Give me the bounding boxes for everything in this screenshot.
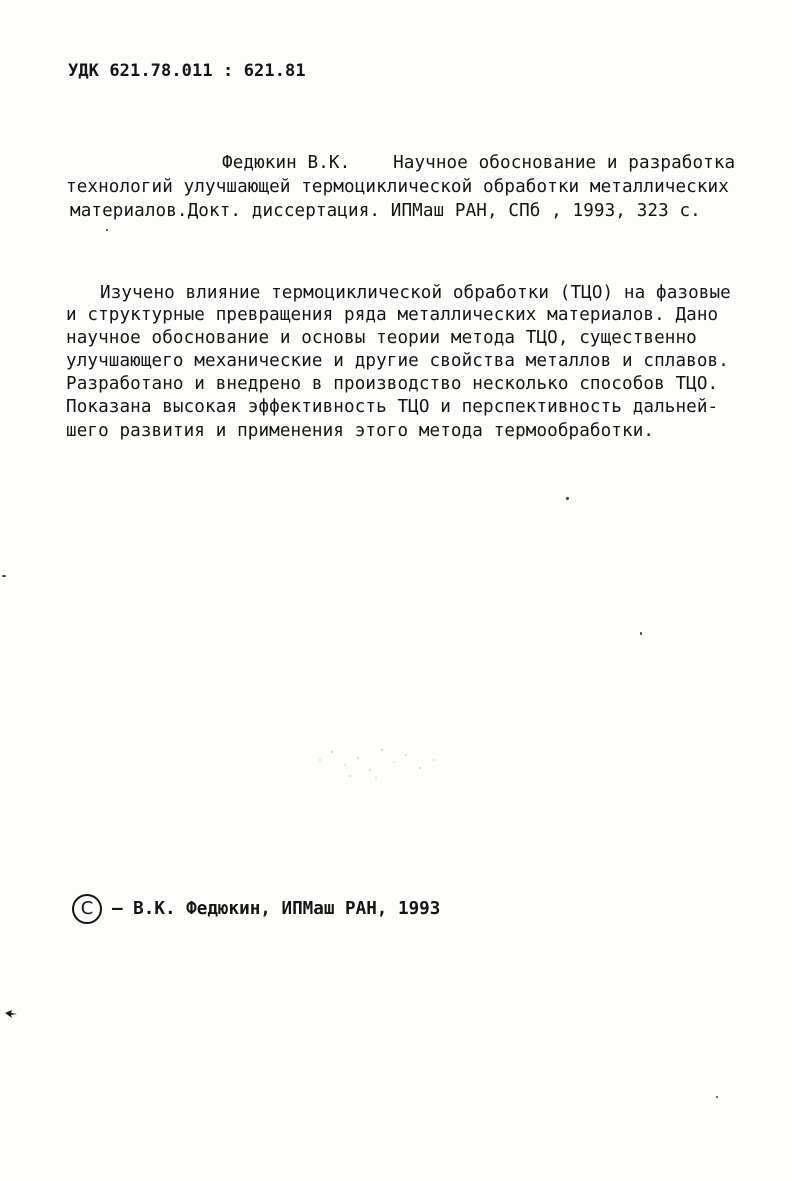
scan-speck: [640, 632, 642, 635]
abstract-line: Разработано и внедрено в производство несколько способов ТЦО.: [66, 374, 719, 394]
abstract-line: Изучено влияние термоциклической обработки (ТЦО) на фазовые: [100, 283, 731, 303]
scan-smudge: [310, 740, 450, 784]
scan-speck: [2, 575, 6, 577]
copyright-text: – В.К. Федюкин, ИПМаш РАН, 1993: [112, 899, 441, 919]
bibliographic-line: материалов.Докт. диссертация. ИПМаш РАН, СПб , 1993, 323 с.: [70, 201, 701, 221]
copyright-icon: C: [72, 894, 102, 924]
abstract-line: научное обоснование и основы теории метода ТЦО, существенно: [66, 328, 697, 348]
margin-mark-icon: [4, 1006, 18, 1020]
abstract-line: Показана высокая эффективность ТЦО и перспективность дальней-: [66, 397, 719, 417]
bibliographic-line: Федюкин В.К. Научное обоснование и разработка: [222, 153, 736, 173]
copyright-notice: [72, 894, 440, 924]
bibliographic-line: технологий улучшающей термоциклической обработки металлических: [66, 177, 729, 197]
abstract-line: улучшающего механические и другие свойства металлов и сплавов.: [66, 351, 729, 371]
abstract-line: и структурные превращения ряда металлических материалов. Дано: [66, 305, 719, 325]
udc-code: УДК 621.78.011 : 621.81: [68, 61, 306, 81]
scan-speck: [106, 229, 108, 231]
scan-speck: [566, 497, 569, 500]
abstract-line: шего развития и применения этого метода термообработки.: [66, 421, 655, 441]
scan-speck: [716, 1096, 718, 1098]
